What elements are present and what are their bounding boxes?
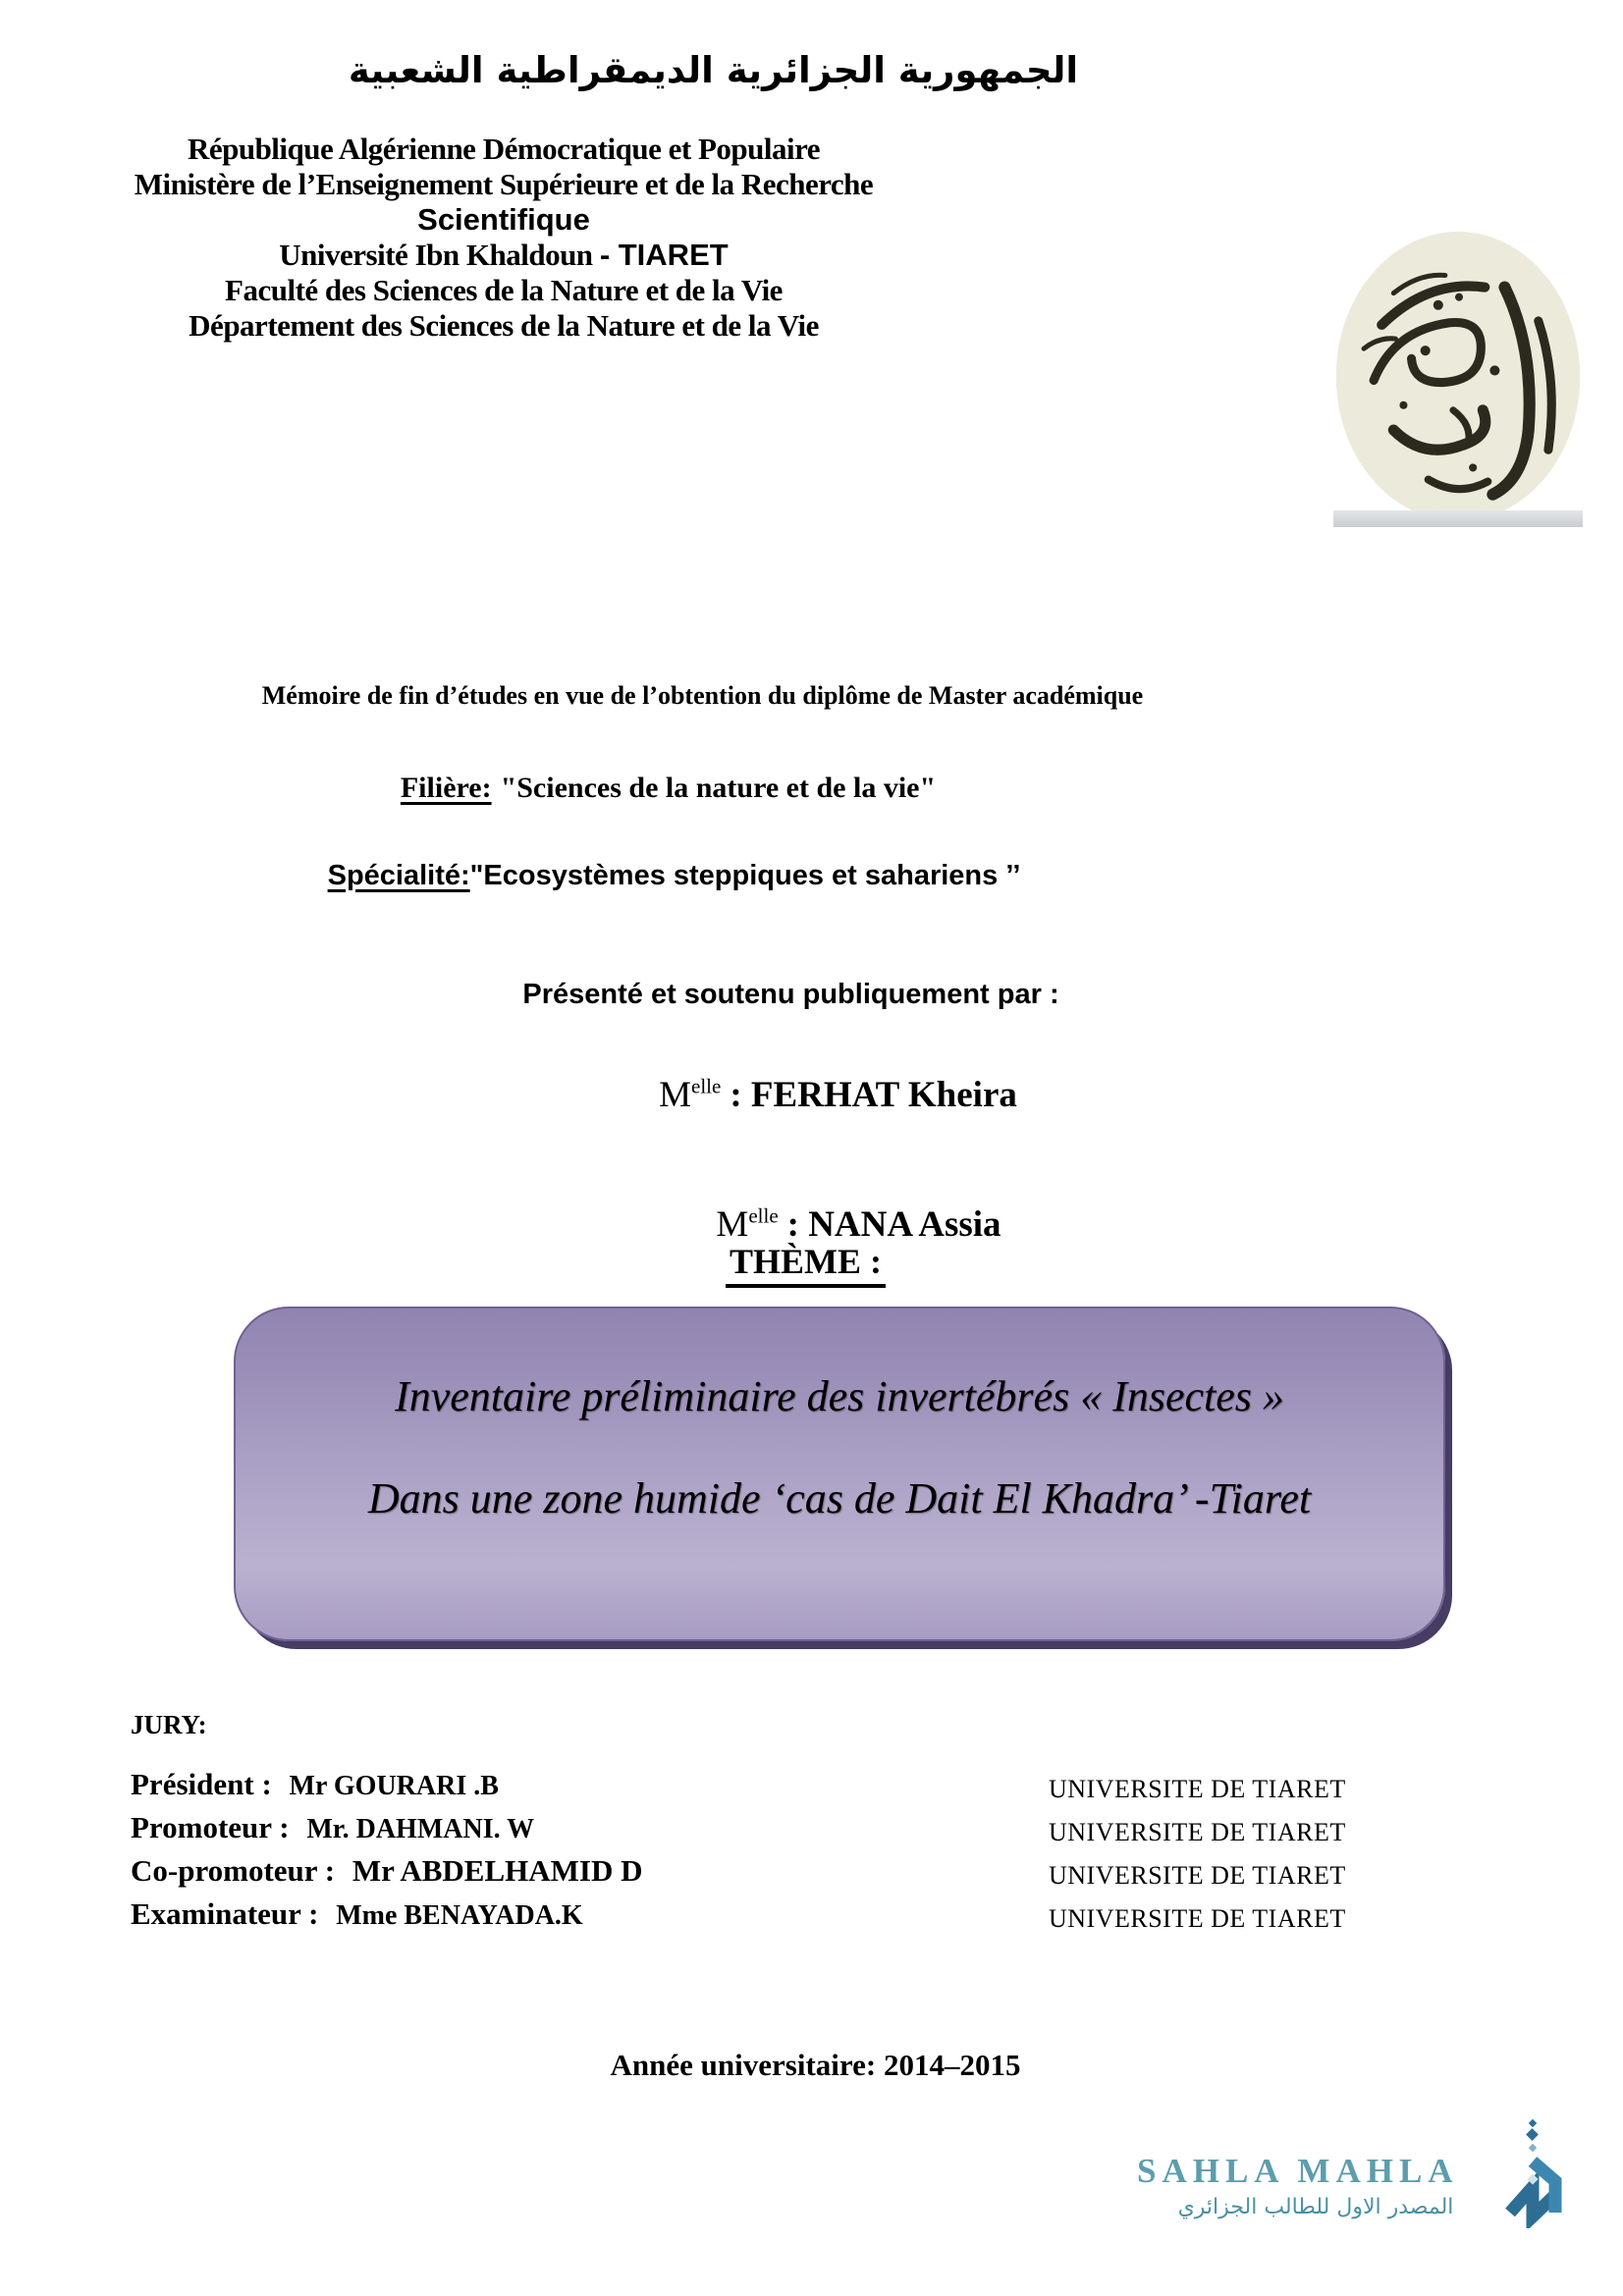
jury-member-name: Mr GOURARI .B bbox=[289, 1771, 499, 1801]
jury-member-name: Mr. DAHMANI. W bbox=[306, 1814, 535, 1844]
brand-name: SAHLA MAHLA bbox=[1137, 2152, 1459, 2190]
jury-row-co-promoteur bbox=[131, 1853, 1505, 1896]
arabic-republic-title: الجمهورية الجزائرية الديمقراطية الشعبية bbox=[348, 49, 1079, 91]
candidate-1-name: : FERHAT Kheira bbox=[730, 1075, 1017, 1115]
brand-tagline-arabic: المصدر الاول للطالب الجزائري bbox=[1177, 2195, 1454, 2219]
jury-member-name: Mr ABDELHAMID D bbox=[352, 1853, 643, 1888]
specialite-label: Spécialité: bbox=[327, 860, 470, 891]
sahla-mahla-watermark bbox=[1137, 2152, 1494, 2240]
jury-institution: UNIVERSITE DE TIARET bbox=[1049, 1818, 1346, 1846]
theme-box bbox=[234, 1307, 1445, 1641]
filiere-value: "Sciences de la nature et de la vie" bbox=[500, 772, 937, 804]
brand-emblem-icon bbox=[1500, 2118, 1565, 2228]
filiere-label: Filière: bbox=[400, 772, 492, 804]
ministry-line: Ministère de l’Enseignement Supérieure et de la Recherche bbox=[134, 167, 874, 201]
specialite-value: "Ecosystèmes steppiques et sahariens ’’ bbox=[469, 860, 1021, 891]
university-city: - TIARET bbox=[599, 238, 729, 272]
university-line bbox=[0, 238, 1007, 273]
degree-statement: Mémoire de fin d’études en vue de l’obtention du diplôme de Master académique bbox=[261, 681, 1144, 710]
academic-year: Année universitaire: 2014–2015 bbox=[610, 2048, 1021, 2082]
university-name: Université Ibn Khaldoun bbox=[279, 238, 600, 272]
jury-row-examinateur bbox=[131, 1896, 1505, 1940]
filiere-line bbox=[0, 772, 1480, 805]
theme-title-line-2: Dans une zone humide ‘cas de Dait El Khadra’ -Tiaret bbox=[367, 1474, 1312, 1522]
candidate-2 bbox=[47, 1203, 1623, 1246]
candidate-1-title-sup: elle bbox=[691, 1074, 722, 1098]
jury-member-name: Mme BENAYADA.K bbox=[336, 1900, 583, 1931]
candidate-1-title: M bbox=[659, 1075, 691, 1115]
institution-header bbox=[0, 132, 1007, 344]
university-seal-icon bbox=[1333, 230, 1583, 527]
theme-heading-text: THÈME : bbox=[726, 1242, 886, 1288]
jury-row-president bbox=[131, 1767, 1505, 1810]
jury-heading: JURY: bbox=[131, 1710, 207, 1739]
jury-list bbox=[131, 1767, 1505, 1940]
jury-role: Promoteur : bbox=[131, 1810, 298, 1844]
jury-role: Co-promoteur : bbox=[131, 1853, 343, 1888]
theme-heading bbox=[0, 1241, 1617, 1282]
jury-role: Examinateur : bbox=[131, 1896, 327, 1931]
candidate-2-title: M bbox=[716, 1204, 749, 1245]
university-seal-logo bbox=[1333, 230, 1583, 527]
presented-by-label: Présenté et soutenu publiquement par : bbox=[522, 979, 1059, 1010]
theme-title-line-1: Inventaire préliminaire des invertébrés « Insectes » bbox=[395, 1372, 1284, 1420]
faculty-line: Faculté des Sciences de la Nature et de la Vie bbox=[225, 273, 783, 307]
specialite-line bbox=[0, 860, 1486, 892]
candidate-2-title-sup: elle bbox=[748, 1203, 779, 1228]
logo-image-edge bbox=[1333, 510, 1583, 527]
jury-institution: UNIVERSITE DE TIARET bbox=[1049, 1904, 1346, 1933]
department-line: Département des Sciences de la Nature et de la Vie bbox=[189, 308, 819, 343]
candidate-1 bbox=[27, 1074, 1623, 1116]
jury-institution: UNIVERSITE DE TIARET bbox=[1049, 1861, 1346, 1890]
jury-row-promoteur bbox=[131, 1810, 1505, 1853]
candidate-2-name: : NANA Assia bbox=[786, 1204, 1001, 1245]
jury-institution: UNIVERSITE DE TIARET bbox=[1049, 1775, 1346, 1803]
republic-line: République Algérienne Démocratique et Populaire bbox=[187, 132, 821, 166]
jury-role: Président : bbox=[131, 1767, 280, 1801]
ministry-line-2: Scientifique bbox=[417, 202, 590, 237]
